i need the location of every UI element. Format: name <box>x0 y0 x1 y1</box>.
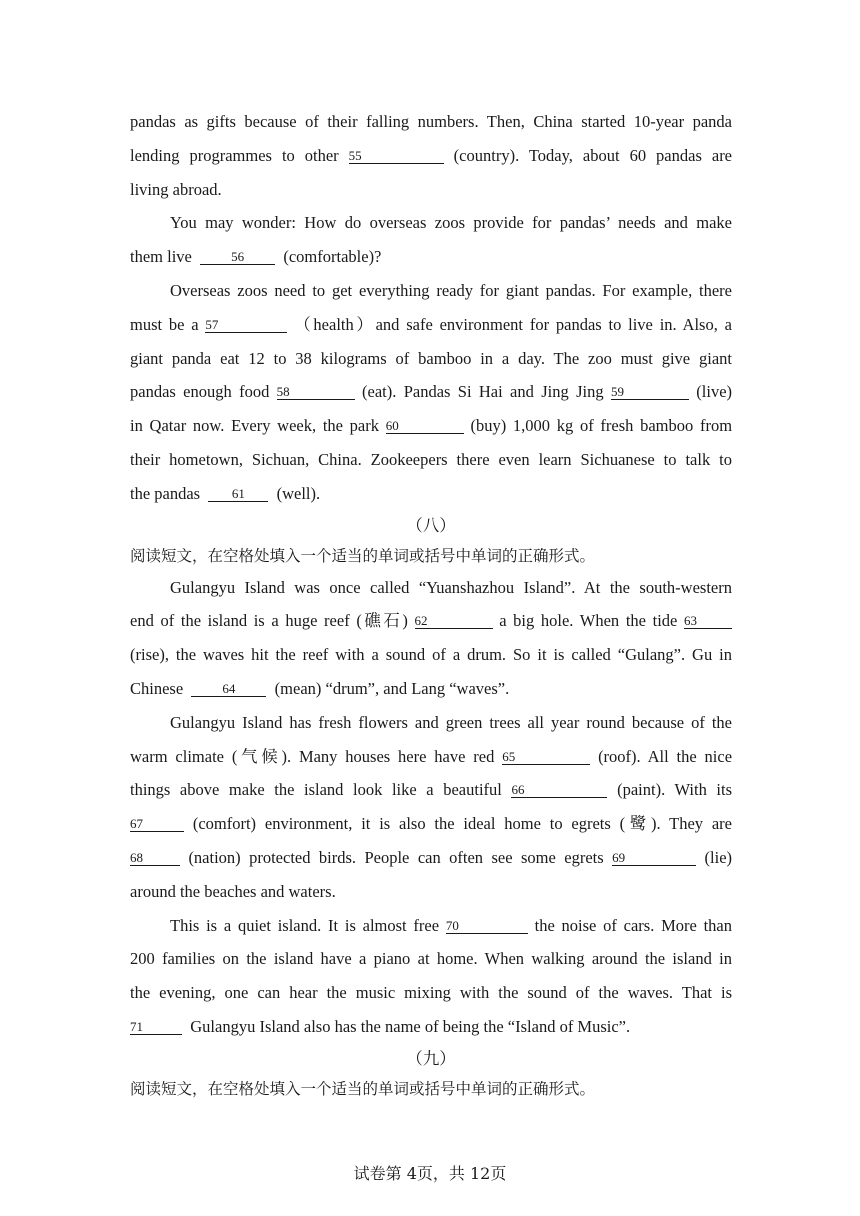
text-line: This is a quiet island. It is almost free 70 the noise of cars. More than <box>170 915 733 935</box>
text-line: around the beaches and waters. <box>130 881 336 901</box>
blank-65[interactable]: 65 <box>502 750 590 765</box>
blank-69[interactable]: 69 <box>612 851 696 866</box>
document-page <box>130 105 732 1104</box>
page-footer: 试卷第 4页，共 12页 <box>353 1164 507 1183</box>
text-line: lending programmes to other 55 (country). Today, about 60 pandas are <box>130 145 733 165</box>
blank-64[interactable]: 64 <box>191 682 266 697</box>
text-line: pandas enough food 58 (eat). Pandas Si Hai and Jing Jing 59 (live) <box>130 382 733 402</box>
section-title: （八） <box>406 515 456 535</box>
blank-57[interactable]: 57 <box>205 318 287 333</box>
text-line: Gulangyu Island was once called “Yuanshazhou Island”. At the south-western <box>170 577 732 597</box>
text-line: things above make the island look like a beautiful 66 (paint). With its <box>130 780 733 800</box>
text-line: 68 (nation) protected birds. People can often see some egrets 69 (lie) <box>130 847 733 867</box>
text-line: warm climate (气候). Many houses here have red 65 (roof). All the nice <box>130 746 733 766</box>
text-line: them live 56 (comfortable)? <box>130 247 382 267</box>
blank-60[interactable]: 60 <box>386 419 464 434</box>
blank-58[interactable]: 58 <box>277 385 355 400</box>
text-line: 67 (comfort) environment, it is also the ideal home to egrets (鹭). They are <box>130 814 733 834</box>
text-line: their hometown, Sichuan, China. Zookeepers there even learn Sichuanese to talk to <box>130 449 732 469</box>
text-line: giant panda eat 12 to 38 kilograms of bamboo in a day. The zoo must give giant <box>130 348 732 368</box>
text-line: living abroad. <box>130 179 222 199</box>
text-line: the pandas 61 (well). <box>130 483 321 503</box>
blank-68[interactable]: 68 <box>130 851 180 866</box>
text-line: (rise), the waves hit the reef with a sound of a drum. So it is called “Gulang”. Gu in <box>130 645 732 665</box>
section-instruction: 阅读短文，在空格处填入一个适当的单词或括号中单词的正确形式。 <box>130 1079 596 1098</box>
section-instruction: 阅读短文，在空格处填入一个适当的单词或括号中单词的正确形式。 <box>130 546 596 565</box>
blank-62[interactable]: 62 <box>415 614 493 629</box>
text-line: 71 Gulangyu Island also has the name of being the “Island of Music”. <box>130 1016 631 1036</box>
text-line: Overseas zoos need to get everything ready for giant pandas. For example, there <box>170 280 732 300</box>
text-line: Gulangyu Island has fresh flowers and green trees all year round because of the <box>170 712 732 732</box>
section-title: （九） <box>406 1048 456 1068</box>
text-line: end of the island is a huge reef (礁石) 62 a big hole. When the tide 63 <box>130 604 732 638</box>
text-line: 200 families on the island have a piano at home. When walking around the island in <box>130 949 732 969</box>
text-line: the evening, one can hear the music mixing with the sound of the waves. That is <box>130 983 732 1003</box>
text-line: Chinese 64 (mean) “drum”, and Lang “waves”. <box>130 678 510 698</box>
blank-66[interactable]: 66 <box>511 783 607 798</box>
blank-55[interactable]: 55 <box>349 149 444 164</box>
blank-67[interactable]: 67 <box>130 817 184 832</box>
text-line: must be a 57 （health）and safe environment for pandas to live in. Also, a <box>130 314 732 334</box>
text-line: You may wonder: How do overseas zoos provide for pandas’ needs and make <box>170 213 732 233</box>
blank-70[interactable]: 70 <box>446 919 528 934</box>
blank-61[interactable]: 61 <box>208 487 268 502</box>
blank-71[interactable]: 71 <box>130 1020 182 1035</box>
text-line: pandas as gifts because of their falling numbers. Then, China started 10-year panda <box>130 112 732 131</box>
blank-56[interactable]: 56 <box>200 250 275 265</box>
blank-59[interactable]: 59 <box>611 385 689 400</box>
text-line: in Qatar now. Every week, the park 60 (buy) 1,000 kg of fresh bamboo from <box>130 416 733 436</box>
blank-63[interactable]: 63 <box>684 614 732 629</box>
